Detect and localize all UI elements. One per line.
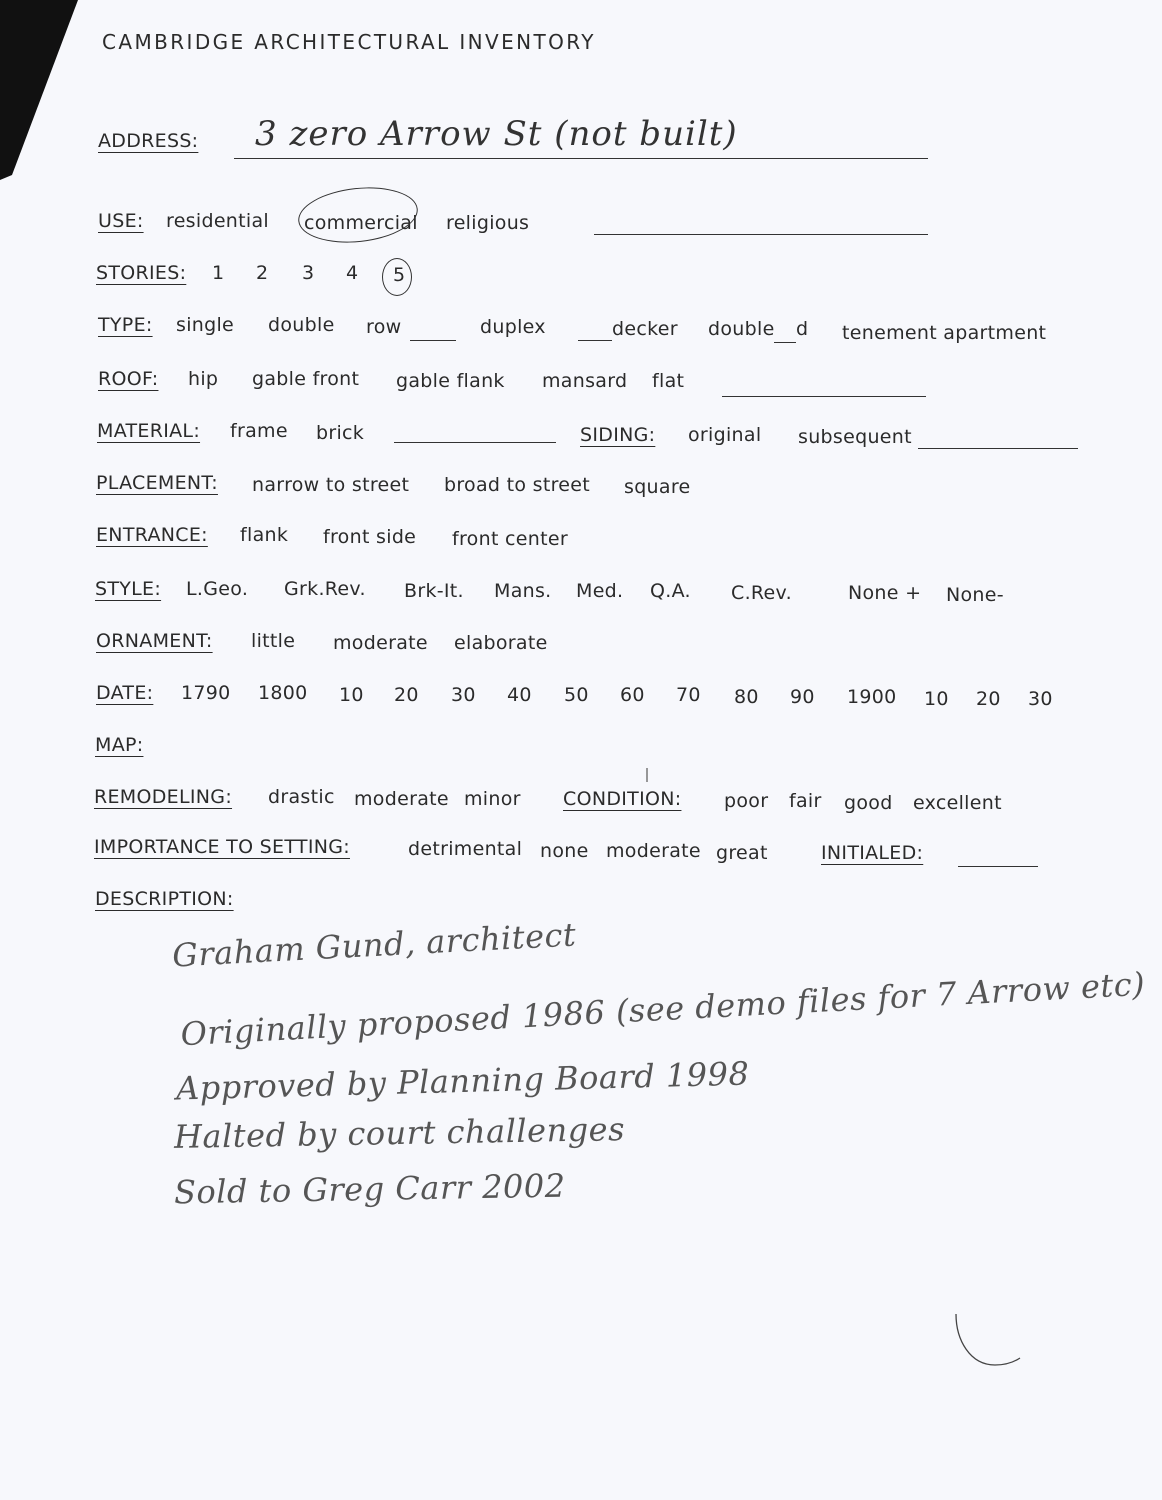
selection-circle [382,258,412,296]
date-option: 30 [1028,688,1053,710]
ornament-label: ORNAMENT: [96,630,213,652]
roof-other-line [722,396,926,397]
date-option: 20 [976,688,1001,710]
entrance-option-front-center: front center [452,528,568,550]
type-label: TYPE: [98,314,153,336]
remodeling-option-drastic: drastic [268,786,335,808]
blank-line [774,342,796,343]
style-option-mans: Mans. [494,580,552,602]
use-label: USE: [98,210,144,232]
pen-mark [950,1310,1030,1380]
ornament-option-elaborate: elaborate [454,632,548,654]
type-option-decker: decker [612,318,678,340]
style-option-none-plus: None + [848,582,922,604]
placement-option-narrow: narrow to street [252,474,410,496]
date-option: 70 [676,684,701,706]
condition-option-poor: poor [724,790,769,812]
stories-option-5: 5 [393,264,406,286]
description-line: Originally proposed 1986 (see demo files for 7 Arrow etc) [179,964,1146,1054]
material-label: MATERIAL: [97,420,201,442]
form-title: CAMBRIDGE ARCHITECTURAL INVENTORY [102,30,596,54]
importance-option-great: great [716,842,768,864]
address-label: ADDRESS: [98,130,199,152]
date-option: 30 [451,684,476,706]
torn-corner-shadow [0,0,80,200]
siding-option-subsequent: subsequent [798,426,912,448]
style-option-brkit: Brk-It. [404,580,464,602]
type-option-tenement-apartment: tenement apartment [842,322,1047,344]
address-line [234,158,928,159]
description-line: Graham Gund, architect [171,915,578,975]
style-option-lgeo: L.Geo. [186,578,249,600]
siding-option-original: original [688,424,762,446]
importance-option-none: none [540,840,589,862]
roof-option-gable-front: gable front [252,368,360,390]
description-line: Sold to Greg Carr 2002 [173,1166,566,1212]
entrance-option-front-side: front side [323,526,417,548]
stories-option-3: 3 [302,262,315,284]
roof-option-hip: hip [188,368,219,390]
blank-line [578,340,612,341]
material-other-line [394,442,556,443]
use-option-commercial: commercial [304,212,418,234]
date-label: DATE: [96,682,154,704]
placement-option-broad: broad to street [444,474,591,496]
stories-label: STORIES: [96,262,187,284]
roof-label: ROOF: [98,368,159,390]
remodeling-option-minor: minor [464,788,521,810]
material-option-brick: brick [316,422,365,444]
blank-line [410,340,456,341]
type-option-single: single [176,314,235,336]
date-option: 40 [507,684,532,706]
date-option: 80 [734,686,759,708]
use-other-line [594,234,928,235]
date-option: 20 [394,684,419,706]
date-option: 10 [924,688,949,710]
importance-label: IMPORTANCE TO SETTING: [94,836,350,858]
description-line: Halted by court challenges [173,1110,626,1156]
date-option: 10 [339,684,364,706]
siding-label: SIDING: [580,424,656,446]
description-line: Approved by Planning Board 1998 [175,1054,750,1108]
type-option-double-d: double [708,318,775,340]
map-label: MAP: [95,734,144,756]
placement-option-square: square [624,476,691,498]
remodeling-option-moderate: moderate [354,788,449,810]
style-label: STYLE: [95,578,162,600]
material-option-frame: frame [230,420,288,442]
type-option-row: row [366,316,402,338]
importance-option-detrimental: detrimental [408,838,523,860]
condition-option-good: good [844,792,893,814]
initialed-line [958,866,1038,867]
roof-option-mansard: mansard [542,370,628,392]
date-option: 1900 [847,686,897,708]
roof-option-gable-flank: gable flank [396,370,505,392]
importance-option-moderate: moderate [606,840,701,862]
date-option: 1800 [258,682,308,704]
use-option-religious: religious [446,212,530,234]
roof-option-flat: flat [652,370,685,392]
initialed-label: INITIALED: [821,842,924,864]
address-handwritten: 3 zero Arrow St (not built) [255,114,738,154]
type-option-double: double [268,314,335,336]
description-label: DESCRIPTION: [95,888,234,910]
selection-circle [296,182,421,248]
date-option: 90 [790,686,815,708]
condition-option-fair: fair [789,790,822,812]
siding-other-line [918,448,1078,449]
entrance-option-flank: flank [240,524,289,546]
pen-mark [644,768,650,784]
style-option-none-minus: None- [946,584,1004,606]
remodeling-label: REMODELING: [94,786,233,808]
stories-option-2: 2 [256,262,269,284]
stories-option-1: 1 [212,262,225,284]
condition-label: CONDITION: [563,788,682,810]
condition-option-excellent: excellent [913,792,1002,814]
type-option-d: d [796,318,809,340]
type-option-duplex: duplex [480,316,546,338]
ornament-option-moderate: moderate [333,632,428,654]
date-option: 60 [620,684,645,706]
style-option-grkrev: Grk.Rev. [284,578,366,600]
use-option-residential: residential [166,210,270,232]
ornament-option-little: little [251,630,296,652]
style-option-med: Med. [576,580,624,602]
style-option-qa: Q.A. [650,580,691,602]
date-option: 50 [564,684,589,706]
date-option: 1790 [181,682,231,704]
style-option-crev: C.Rev. [731,582,792,604]
entrance-label: ENTRANCE: [96,524,208,546]
placement-label: PLACEMENT: [96,472,218,494]
stories-option-4: 4 [346,262,359,284]
